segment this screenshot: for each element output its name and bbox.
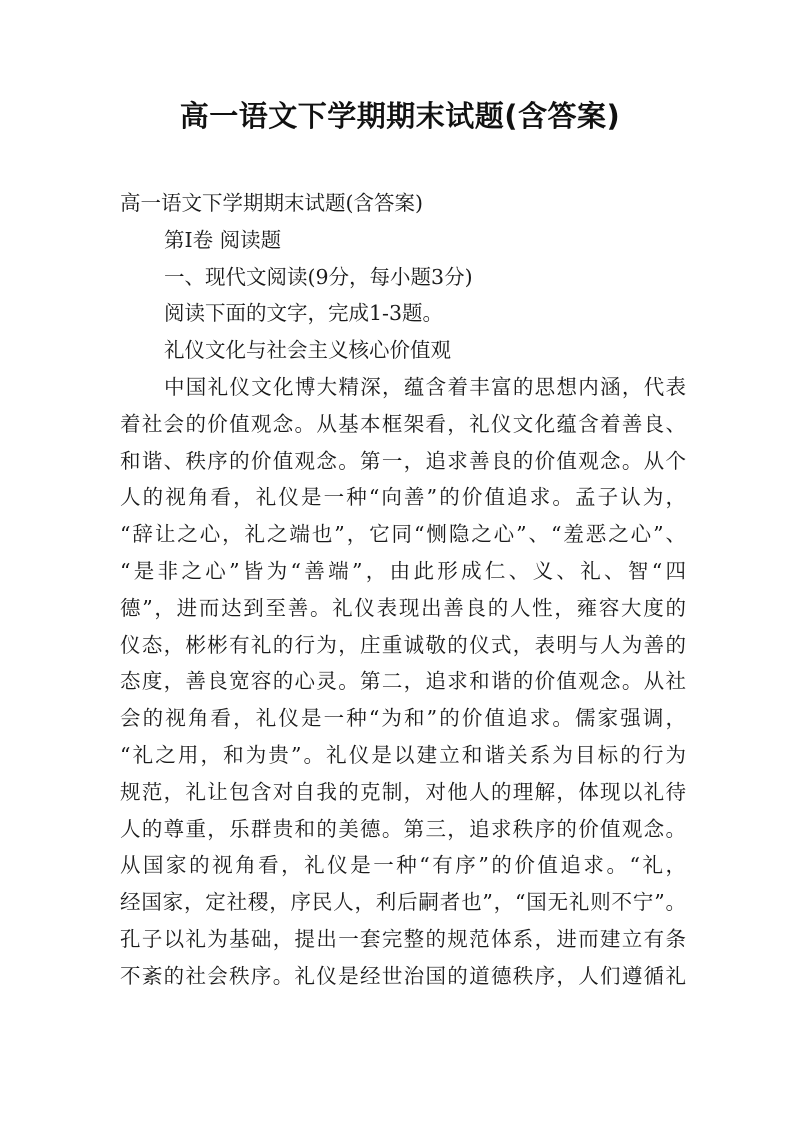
text-line: 和谐、秩序的价值观念。第一，追求善良的价值观念。从个: [120, 448, 686, 473]
text-line: 礼仪文化与社会主义核心价值观: [164, 338, 451, 363]
text-line: 会的视角看，礼仪是一种“为和”的价值追求。儒家强调，: [120, 706, 686, 731]
text-line: “礼之用，和为贵”。礼仪是以建立和谐关系为目标的行为: [120, 742, 686, 767]
text-line: 从国家的视角看，礼仪是一种“有序”的价值追求。“礼，: [120, 853, 686, 878]
text-line: “辞让之心，礼之端也”，它同“恻隐之心”、“羞恶之心”、: [120, 522, 686, 547]
text-line: 中国礼仪文化博大精深，蕴含着丰富的思想内涵，代表: [164, 374, 686, 399]
text-line: 德”，进而达到至善。礼仪表现出善良的人性，雍容大度的: [120, 595, 686, 620]
text-line: 第Ⅰ卷 阅读题: [164, 227, 282, 252]
text-line: 经国家，定社稷，序民人，利后嗣者也”，“国无礼则不宁”。: [120, 890, 686, 915]
text-line: “是非之心”皆为“善端”，由此形成仁、义、礼、智“四: [120, 558, 686, 583]
text-line: 着社会的价值观念。从基本框架看，礼仪文化蕴含着善良、: [120, 411, 686, 436]
text-line: 阅读下面的文字，完成1-3题。: [164, 301, 444, 326]
text-line: 规范，礼让包含对自我的克制，对他人的理解，体现以礼待: [120, 779, 686, 804]
text-line: 仪态，彬彬有礼的行为，庄重诚敬的仪式，表明与人为善的: [120, 632, 686, 657]
text-line: 不紊的社会秩序。礼仪是经世治国的道德秩序，人们遵循礼: [120, 963, 686, 988]
text-line: 人的视角看，礼仪是一种“向善”的价值追求。孟子认为，: [120, 485, 686, 510]
text-line: 一、现代文阅读(9分，每小题3分): [164, 264, 473, 289]
text-line: 人的尊重，乐群贵和的美德。第三，追求秩序的价值观念。: [120, 816, 686, 841]
page-title: 高一语文下学期期末试题(含答案): [179, 99, 621, 133]
text-line: 高一语文下学期期末试题(含答案): [120, 191, 423, 215]
text-line: 态度，善良宽容的心灵。第二，追求和谐的价值观念。从社: [120, 669, 686, 694]
document-body: [120, 185, 686, 995]
text-line: 孔子以礼为基础，提出一套完整的规范体系，进而建立有条: [120, 926, 686, 951]
